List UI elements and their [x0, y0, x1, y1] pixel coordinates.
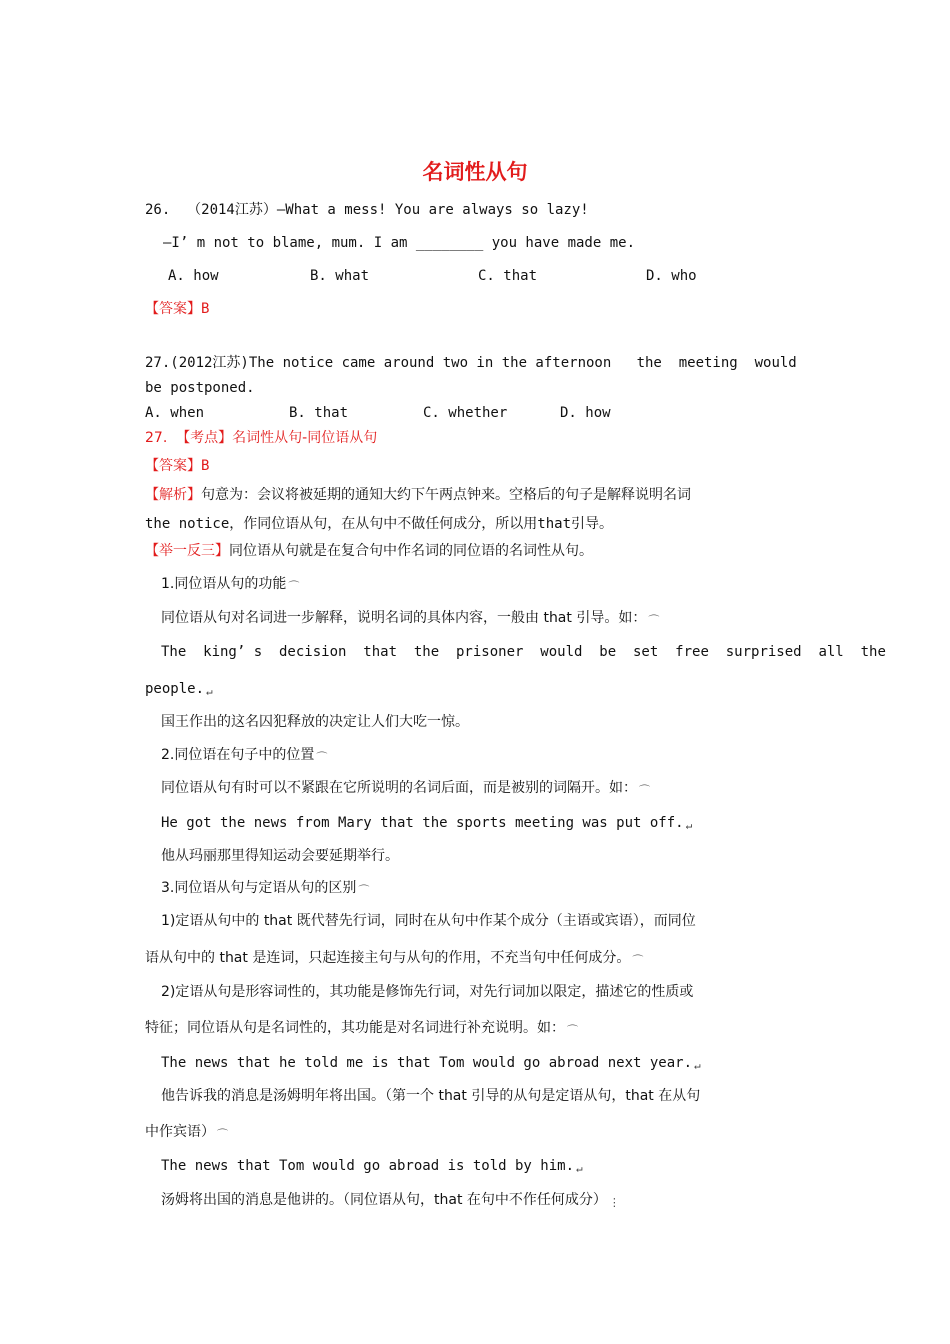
q27-analysis-line1: [145, 485, 691, 505]
q26-stem: 26. （2014江苏）—What a mess! You are always so lazy!: [145, 202, 589, 218]
paragraph-mark: ⌒: [316, 751, 328, 764]
end-mark: ⋮: [608, 1196, 620, 1209]
paragraph-mark: ⌒: [288, 580, 300, 593]
q27-option-b: B. that: [289, 405, 349, 421]
line-break-mark: ↵: [694, 1059, 701, 1072]
paragraph-mark: ⌒: [358, 884, 370, 897]
q26-option-c: C. that: [478, 268, 538, 284]
q26-option-d: D. who: [646, 268, 697, 284]
page-title: 名词性从句: [422, 160, 528, 184]
q27-answer: [145, 456, 209, 476]
q26-option-b: B. what: [310, 268, 370, 284]
paragraph-mark: ⌒: [567, 1024, 578, 1037]
notes-heading-1: 1.同位语从句的功能 ⌒: [161, 574, 299, 597]
paragraph-mark: ⌒: [648, 614, 660, 627]
paragraph-mark: ⌒: [632, 954, 644, 967]
notes-para-1: 同位语从句对名词进一步解释，说明名词的具体内容，一般由 that 引导。如： ⌒: [161, 608, 659, 631]
q27-extension: [145, 541, 593, 561]
notes-example-2: He got the news from Mary that the sports meeting was put off. ↵: [161, 813, 692, 836]
notes-translation-3b: 中作宾语） ⌒: [145, 1122, 228, 1145]
line-break-mark: ↵: [685, 819, 693, 832]
paragraph-mark: ⌒: [639, 784, 650, 797]
q26-line2: —I’ m not to blame, mum. I am ________ you have made me.: [163, 235, 636, 251]
notes-example-1b: people. ↵: [145, 679, 213, 702]
notes-translation-1: 国王作出的这名囚犯释放的决定让人们大吃一惊。: [161, 714, 469, 730]
notes-translation-3a: 他告诉我的消息是汤姆明年将出国。（第一个 that 引导的从句是定语从句，that 在从句: [161, 1088, 701, 1104]
paragraph-mark: ⌒: [217, 1128, 228, 1141]
q27-option-c: C. whether: [423, 405, 508, 421]
notes-para-4a: 2)定语从句是形容词性的，其功能是修饰先行词，对先行词加以限定，描述它的性质或: [161, 984, 694, 1000]
answer-tag: 【答案】: [145, 301, 201, 317]
analysis-text: 句意为：会议将被延期的通知大约下午两点钟来。空格后的句子是解释说明名词: [201, 487, 691, 503]
notes-para-2: 同位语从句有时可以不紧跟在它所说明的名词后面，而是被别的词隔开。如： ⌒: [161, 778, 650, 801]
notes-translation-4: 汤姆将出国的消息是他讲的。（同位语从句，that 在句中不作任何成分） ⋮: [161, 1190, 620, 1213]
line-break-mark: ↵: [576, 1162, 583, 1175]
notes-example-1a: The king’ s decision that the prisoner would be set free surprised all the: [161, 644, 886, 660]
notes-para-4b: 特征；同位语从句是名词性的，其功能是对名词进行补充说明。如： ⌒: [145, 1018, 578, 1041]
notes-para-3b: 语从句中的 that 是连词，只起连接主句与从句的作用，不充当句中任何成分。 ⌒: [145, 948, 643, 971]
analysis-tag: 【解析】: [145, 487, 201, 503]
extension-tag: 【举一反三】: [145, 543, 229, 559]
notes-example-3: The news that he told me is that Tom would go abroad next year. ↵: [161, 1053, 701, 1076]
q27-option-d: D. how: [560, 405, 611, 421]
q26-answer: [145, 299, 209, 319]
q27-option-a: A. when: [145, 405, 205, 421]
q26-option-a: A. how: [168, 268, 219, 284]
q27-stem: 27.(2012江苏)The notice came around two in the afternoon the meeting would: [145, 355, 797, 371]
notes-heading-3: 3.同位语从句与定语从句的区别 ⌒: [161, 878, 369, 901]
answer-tag: 【答案】: [145, 458, 201, 474]
q27-analysis-line2: the notice，作同位语从句，在从句中不做任何成分，所以用that引导。: [145, 516, 614, 532]
notes-translation-2: 他从玛丽那里得知运动会要延期举行。: [161, 848, 399, 864]
answer-value: B: [201, 301, 210, 317]
notes-para-3a: 1)定语从句中的 that 既代替先行词，同时在从句中作某个成分（主语或宾语），而同位: [161, 913, 696, 929]
line-break-mark: ↵: [206, 685, 213, 698]
q27-stem-cont: be postponed.: [145, 380, 255, 396]
q27-kaodian: 27. 【考点】名词性从句-同位语从句: [145, 430, 378, 446]
notes-heading-2: 2.同位语在句子中的位置 ⌒: [161, 745, 327, 768]
notes-example-4: The news that Tom would go abroad is told by him. ↵: [161, 1156, 583, 1179]
answer-value: B: [201, 458, 210, 474]
extension-text: 同位语从句就是在复合句中作名词的同位语的名词性从句。: [229, 543, 593, 559]
